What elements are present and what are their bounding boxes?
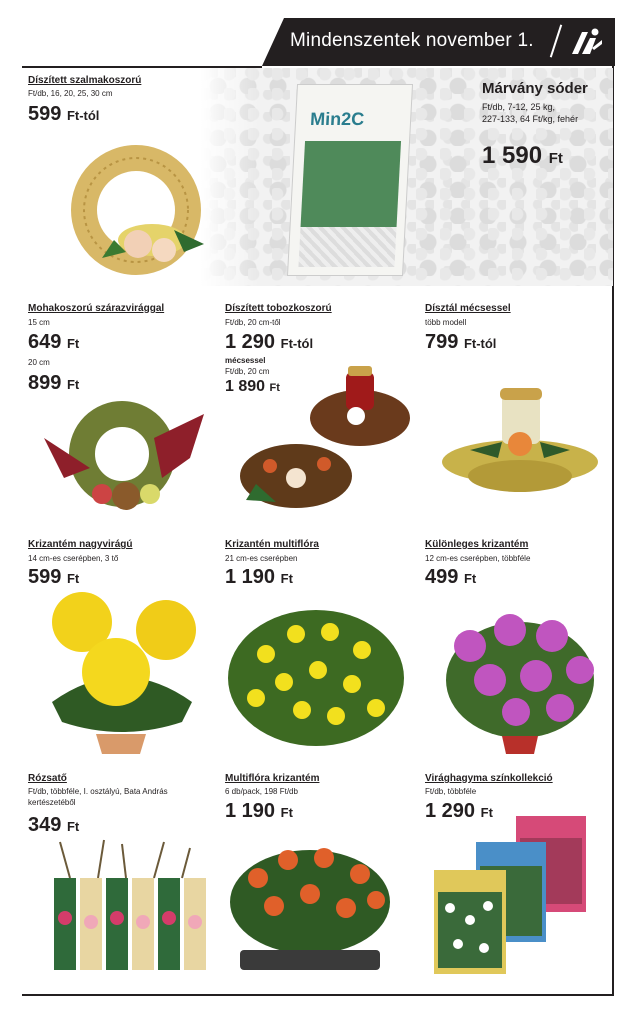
product-price: 1 290 Ft (425, 800, 493, 822)
product-desc: 15 cm (28, 318, 50, 327)
product-price: 599 Ft-tól (28, 103, 100, 125)
product-desc: Ft/db, 20 cm-től (225, 318, 281, 327)
page-title: Mindenszentek november 1. (290, 30, 534, 51)
product-desc: 14 cm-es cserépben, 3 tő (28, 554, 119, 563)
bag-panel (301, 141, 402, 227)
product-price: 799 Ft-tól (425, 331, 497, 353)
product-price: 1 190 Ft (225, 566, 293, 588)
product-price: 599 Ft (28, 566, 80, 588)
flower-bulb-packs-image (434, 816, 590, 978)
product-price: 349 Ft (28, 814, 80, 836)
product-desc: Ft/db, többféle (425, 787, 477, 796)
orange-multiflora-image (228, 838, 392, 972)
product-title: Rózsatő (28, 773, 67, 784)
bag-stones (298, 227, 396, 267)
product-desc: Ft/db, 16, 20, 25, 30 cm (28, 89, 113, 98)
product-subprice: 1 890 Ft (225, 378, 280, 395)
product-title: Különleges krizantém (425, 539, 529, 550)
product-subdesc: Ft/db, 20 cm (225, 367, 270, 376)
product-subtitle: mécsessel (225, 356, 266, 365)
desc-line: kertészetéből (28, 798, 76, 807)
desc-line: Ft/db, többféle, I. osztályú, Bata András (28, 787, 168, 796)
rose-bushes-image (30, 838, 210, 976)
product-price: 649 Ft (28, 331, 80, 353)
product-title: Márvány sóder (482, 80, 588, 97)
moss-wreath-image (44, 398, 210, 520)
yellow-multiflora-image (226, 604, 406, 752)
product-desc: 12 cm-es cserépben, többféle (425, 554, 531, 563)
product-desc: 21 cm-es cserépben (225, 554, 298, 563)
purple-chrysanthemum-image (440, 600, 600, 756)
product-desc (28, 786, 168, 808)
yellow-chrysanthemum-image (42, 592, 202, 756)
product-price: 1 590 Ft (482, 142, 563, 169)
desc-line: Ft/db, 7-12, 25 kg, (482, 102, 556, 112)
desc-line: 227-133, 64 Ft/kg, fehér (482, 114, 579, 124)
product-title: Díszített szalmakoszorú (28, 75, 142, 86)
product-price: 1 190 Ft (225, 800, 293, 822)
pinecone-wreath-image (236, 366, 416, 520)
candle-bowl-image (440, 384, 602, 504)
product-price: 499 Ft (425, 566, 477, 588)
product-title: Multiflóra krizantém (225, 773, 320, 784)
product-title: Krizantén multiflóra (225, 539, 319, 550)
product-price-2: 899 Ft (28, 372, 80, 394)
product-price: 1 290 Ft-tól (225, 331, 314, 353)
auchan-logo-icon (568, 26, 604, 58)
product-desc-2: 20 cm (28, 358, 50, 367)
product-title: Mohakoszorú szárazvirággal (28, 303, 165, 314)
product-desc: 6 db/pack, 198 Ft/db (225, 787, 298, 796)
gravel-bag-image (287, 84, 413, 276)
bag-brand: Min2C (309, 109, 365, 129)
product-title: Virághagyma színkollekció (425, 773, 553, 784)
product-desc: több modell (425, 318, 467, 327)
product-title: Krizantém nagyvirágú (28, 539, 133, 550)
product-desc (482, 101, 592, 125)
product-title: Díszített tobozkoszorú (225, 303, 332, 314)
product-title: Dísztál mécsessel (425, 303, 511, 314)
straw-wreath-image (64, 140, 214, 280)
